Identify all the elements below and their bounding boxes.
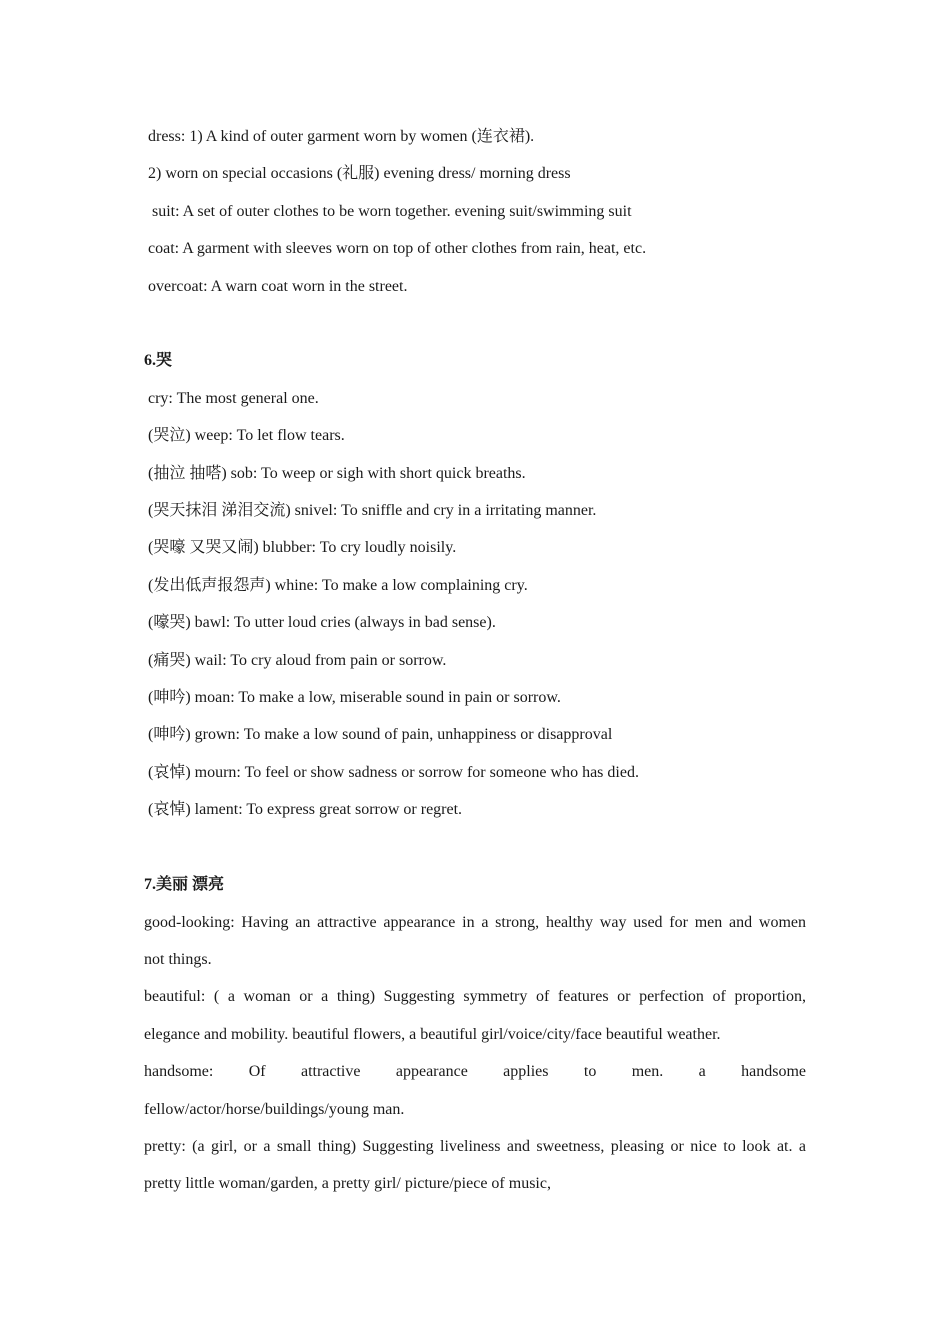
mourn-definition-line: (哀悼) mourn: To feel or show sadness or sorrow for someone who has died. [144, 763, 639, 781]
good-looking-definition-line: good-looking: Having an attractive appearance in a strong, healthy way used for men and women [144, 913, 806, 931]
section-spacer [144, 829, 806, 866]
moan-definition-line: (呻吟) moan: To make a low, miserable sound in pain or sorrow. [144, 689, 561, 707]
blubber-definition-line: (哭嚎 又哭又闹) blubber: To cry loudly noisily. [144, 539, 457, 557]
grown-definition-line: (呻吟) grown: To make a low sound of pain, unhappiness or disapproval [144, 726, 613, 744]
snivel-definition-line: (哭天抹泪 涕泪交流) snivel: To sniffle and cry in a irritating manner. [144, 502, 597, 520]
lament-definition-line: (哀悼) lament: To express great sorrow or regret. [144, 801, 463, 819]
beautiful-definition-line: beautiful: ( a woman or a thing) Suggesting symmetry of features or perfection of proportion, [144, 988, 806, 1006]
beautiful-continuation-line: elegance and mobility. beautiful flowers, a beautiful girl/voice/city/face beautiful weather. [144, 1025, 721, 1043]
section-spacer [144, 305, 806, 342]
handsome-definition-line: handsome: Of attractive appearance applies to men. a handsome [144, 1063, 806, 1081]
wail-definition-line: (痛哭) wail: To cry aloud from pain or sorrow. [144, 651, 447, 669]
pretty-continuation-line: pretty little woman/garden, a pretty girl/ picture/piece of music, [144, 1175, 551, 1193]
suit-definition-line: suit: A set of outer clothes to be worn together. evening suit/swimming suit [144, 202, 632, 220]
bawl-definition-line: (嚎哭) bawl: To utter loud cries (always in bad sense). [144, 614, 496, 632]
document-body [144, 118, 806, 1203]
weep-definition-line: (哭泣) weep: To let flow tears. [144, 427, 345, 445]
cry-definition-line: cry: The most general one. [144, 389, 319, 407]
good-looking-continuation-line: not things. [144, 950, 212, 968]
whine-definition-line: (发出低声报怨声) whine: To make a low complaining cry. [144, 576, 528, 594]
dress-definition-line: dress: 1) A kind of outer garment worn by women (连衣裙). [144, 128, 535, 145]
overcoat-definition-line: overcoat: A warn coat worn in the street. [144, 277, 408, 295]
handsome-continuation-line: fellow/actor/horse/buildings/young man. [144, 1100, 405, 1118]
pretty-definition-line: pretty: (a girl, or a small thing) Suggesting liveliness and sweetness, pleasing or nice to look at. a [144, 1137, 806, 1155]
coat-definition-line: coat: A garment with sleeves worn on top of other clothes from rain, heat, etc. [144, 240, 647, 258]
section-heading-beautiful: 7.美丽 漂亮 [144, 876, 225, 894]
dress-occasion-line: 2) worn on special occasions (礼服) evening dress/ morning dress [144, 165, 571, 183]
sob-definition-line: (抽泣 抽嗒) sob: To weep or sigh with short quick breaths. [144, 464, 526, 482]
section-heading-cry: 6.哭 [144, 352, 173, 370]
